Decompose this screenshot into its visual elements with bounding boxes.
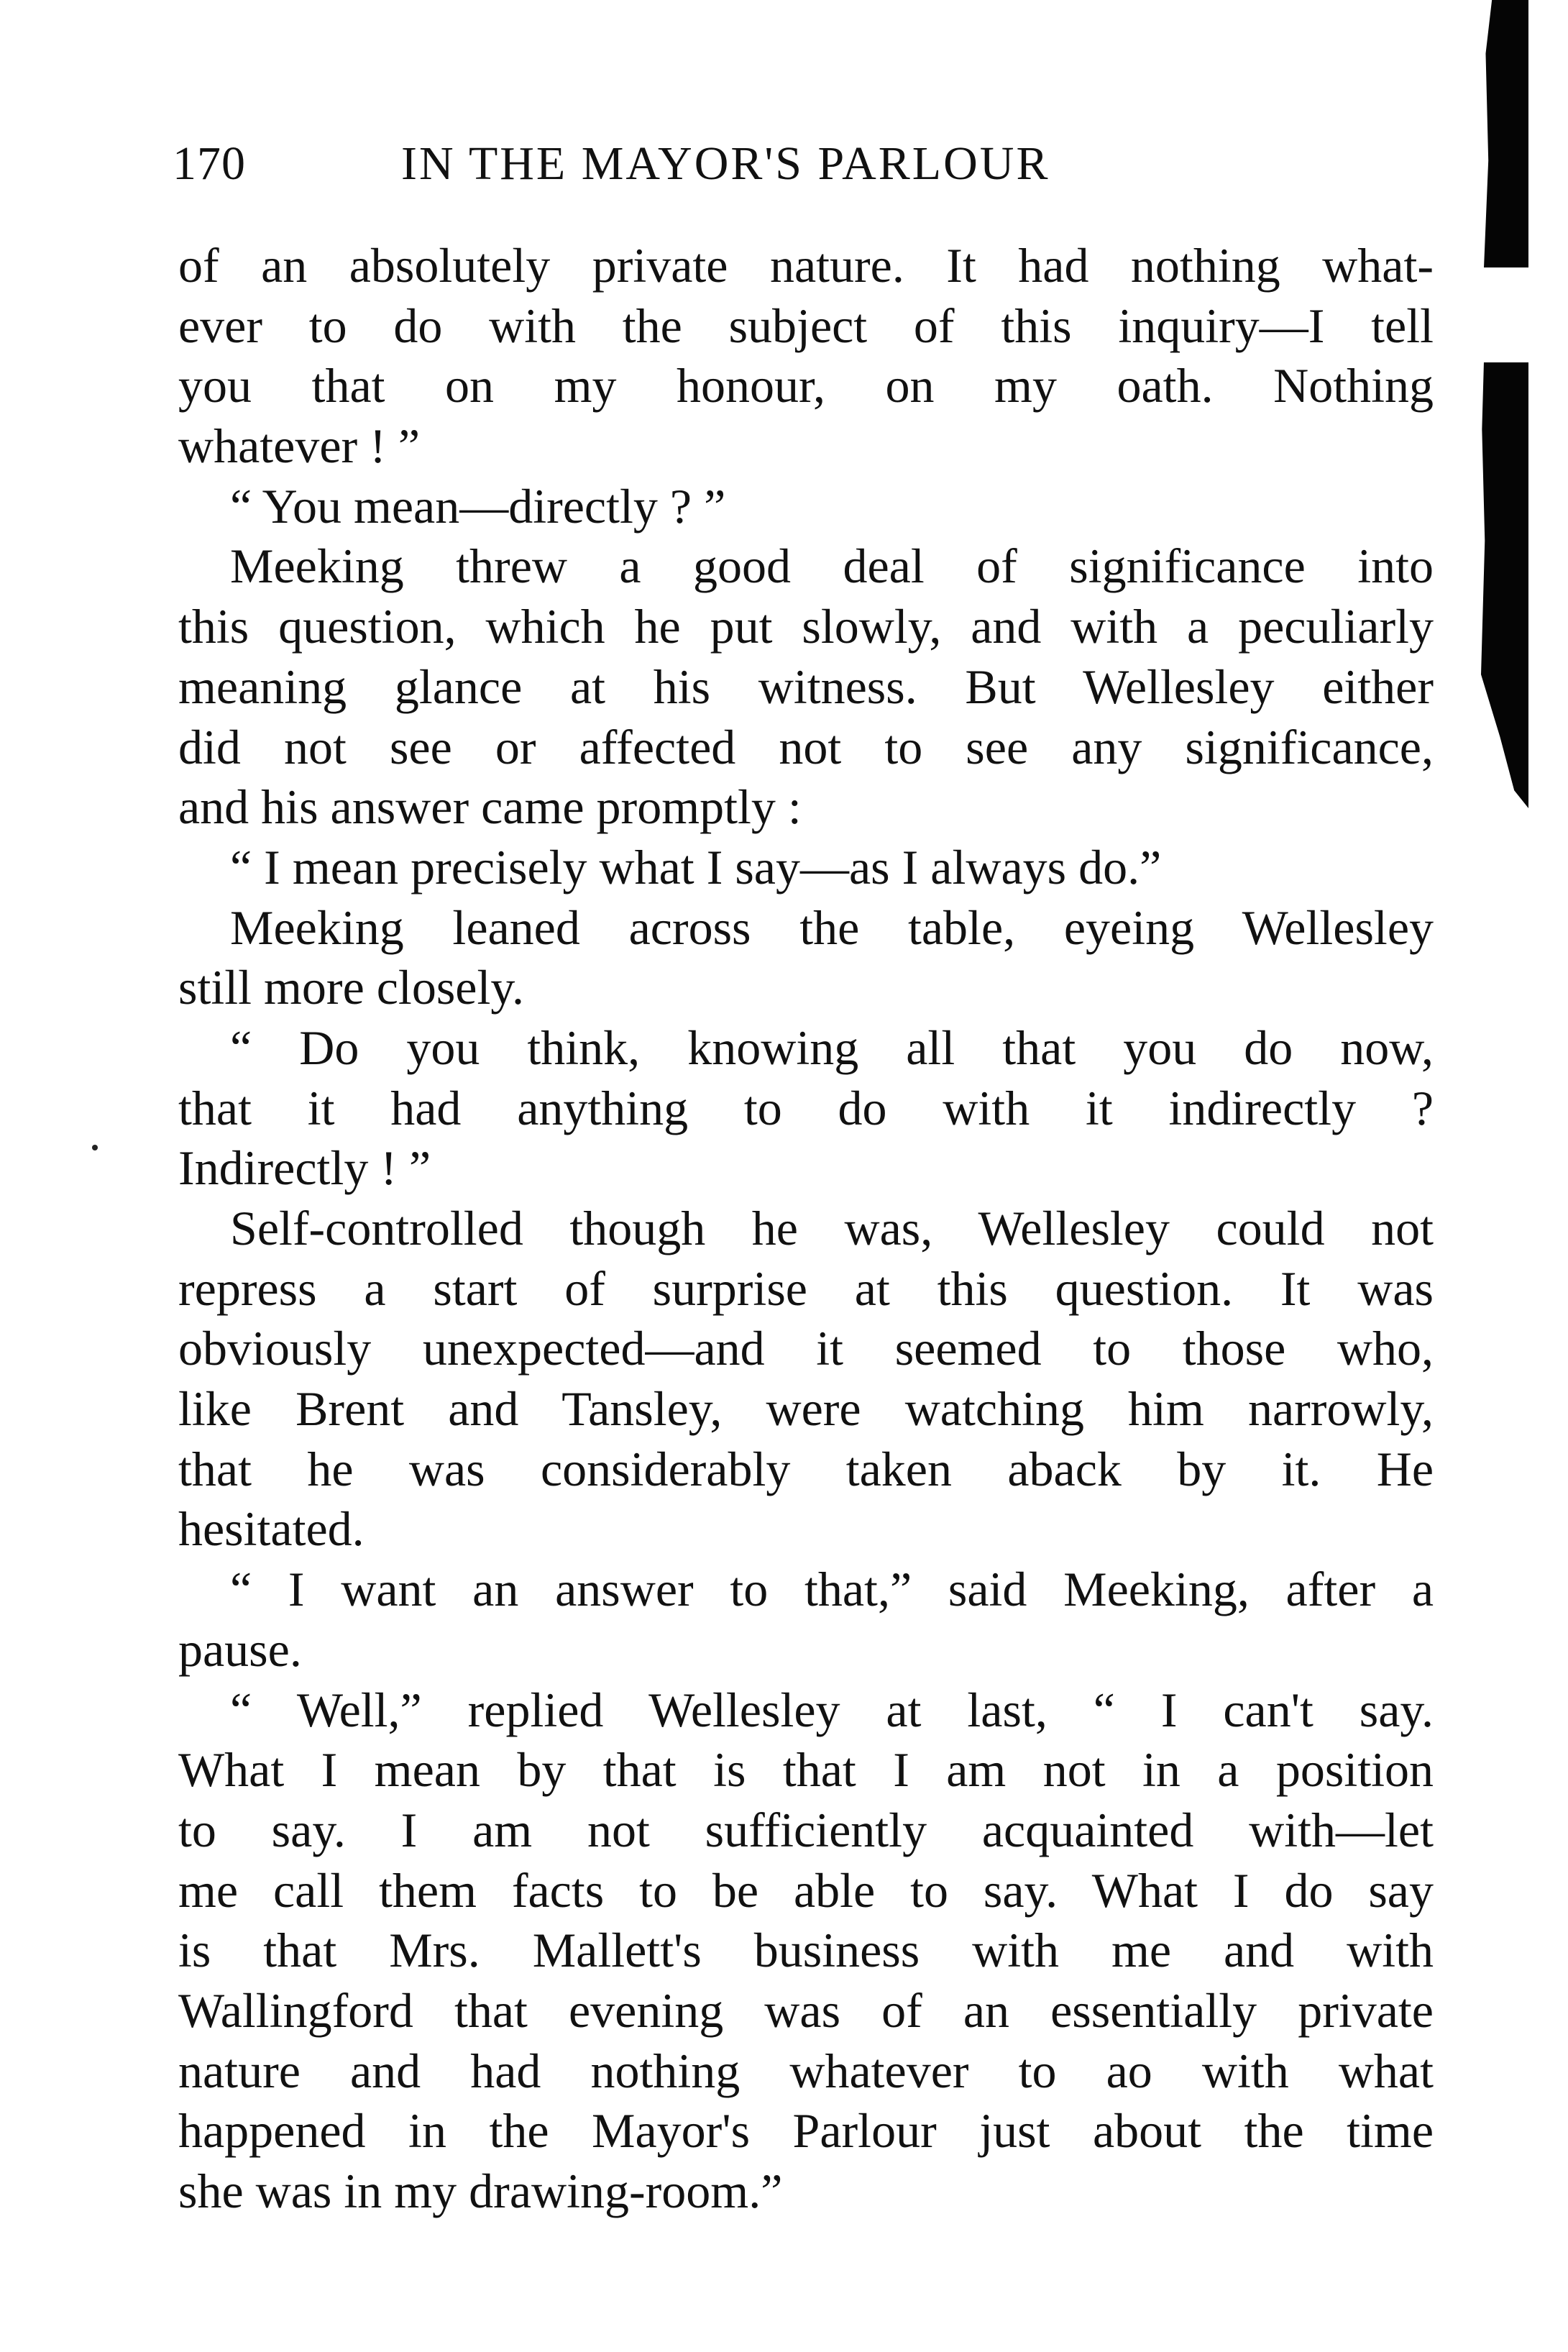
text-line: to say. I am not sufficiently acquainted with—let (178, 1802, 1434, 1857)
text-line: Indirectly ! ” (178, 1140, 431, 1196)
text-line: What I mean by that is that I am not in a position (178, 1742, 1434, 1798)
text-line: pause. (178, 1621, 302, 1677)
text-line: is that Mrs. Mallett's business with me and with (178, 1923, 1434, 1978)
text-line: you that on my honour, on my oath. Nothing (178, 358, 1434, 413)
text-line: meaning glance at his witness. But Wellesley either (178, 659, 1434, 714)
text-line: like Brent and Tansley, were watching him narrowly, (178, 1381, 1434, 1437)
text-line: ever to do with the subject of this inquiry—I tell (178, 298, 1434, 353)
text-line: “ Well,” replied Wellesley at last, “ I can't say. (230, 1682, 1434, 1737)
running-title: IN THE MAYOR'S PARLOUR (401, 137, 1050, 190)
text-line: of an absolutely private nature. It had nothing what- (178, 238, 1434, 293)
text-line: still more closely. (178, 960, 524, 1015)
text-line: Meeking leaned across the table, eyeing Wellesley (230, 900, 1434, 955)
text-line: “ I want an answer to that,” said Meeking, after a (230, 1562, 1434, 1617)
text-line: obviously unexpected—and it seemed to those who, (178, 1321, 1434, 1376)
text-line: whatever ! ” (178, 418, 421, 474)
page-body (178, 236, 1434, 2222)
text-line: she was in my drawing-room.” (178, 2164, 783, 2218)
text-line: did not see or affected not to see any significance, (178, 719, 1434, 774)
page-number: 170 (173, 137, 246, 190)
text-line: this question, which he put slowly, and with a peculiarly (178, 599, 1434, 654)
text-line: happened in the Mayor's Parlour just about the time (178, 2103, 1434, 2159)
text-line: “ I mean precisely what I say—as I always do.” (230, 839, 1162, 894)
scan-edge-shadow-lower (1481, 362, 1528, 808)
text-line: hesitated. (178, 1501, 365, 1557)
text-line: Meeking threw a good deal of significance into (230, 539, 1434, 594)
text-line: “ You mean—directly ? ” (230, 478, 726, 534)
text-line: Self-controlled though he was, Wellesley could not (230, 1201, 1434, 1255)
text-line: me call them facts to be able to say. What I do say (178, 1862, 1434, 1918)
text-line: repress a start of surprise at this question. It was (178, 1260, 1434, 1316)
text-line: Wallingford that evening was of an essentially private (178, 1982, 1434, 2038)
text-line: and his answer came promptly : (178, 779, 802, 835)
text-line: that it had anything to do with it indirectly ? (178, 1080, 1434, 1135)
text-line: that he was considerably taken aback by it. He (178, 1441, 1434, 1496)
scan-speck (92, 1145, 98, 1150)
scan-edge-shadow-upper (1484, 0, 1528, 267)
text-line: nature and had nothing whatever to ao with what (178, 2043, 1434, 2098)
text-line: “ Do you think, knowing all that you do now, (230, 1020, 1434, 1075)
